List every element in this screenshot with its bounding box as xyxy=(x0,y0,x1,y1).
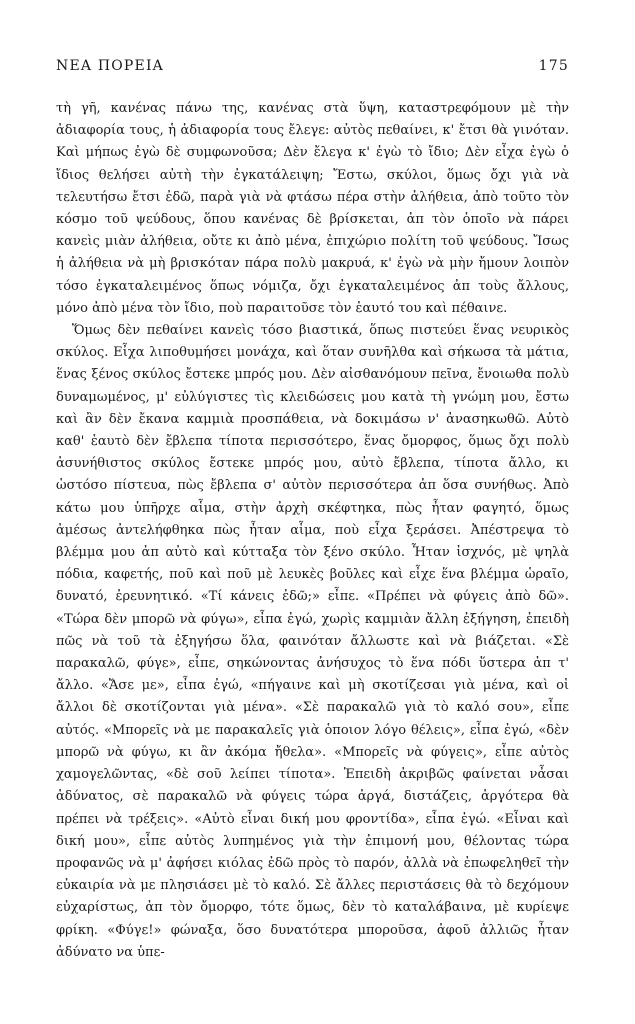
running-title: ΝΕΑ ΠΟΡΕΙΑ xyxy=(56,58,164,74)
paragraph: Ὅμως δὲν πεθαίνει κανεὶς τόσο βιαστικά, ὅπως πιστεύει ἕνας νευρικὸς σκύλος. Εἶχα λιποθυμήσει μονάχα, καὶ ὅταν συνῆλθα καὶ σήκωσα τὰ μάτια, ἕνας ξένος σκύλος ἔστεκε μπρός μου. Δὲν αἰσθανόμουν πεῖνα, ἔνοιωθα πολὺ δυναμωμένος, μ' εὐλύγιστες τὶς κλειδώσεις μου κατὰ τὴ γνώμη μου, ἔστω καὶ ἂν δὲν ἔκανα καμμιὰ προσπάθεια, νὰ δοκιμάσω ν' ἀνασηκωθῶ. Αὐτὸ καθ' ἑαυτὸ δὲν ἔβλεπα τίποτα περισσότερο, ἕνας ὄμορφος, ὅμως ὄχι πολὺ ἀσυνήθιστος σκύλος ἔστεκε μπρός μου, αὐτὸ ἔβλεπα, τίποτα ἄλλο, κι ὡστόσο πίστευα, πὼς ἔβλεπα σ' αὐτὸν περισσότερα ἀπ ὅσα συνήθως. Ἀπὸ κάτω μου ὑπῆρχε αἷμα, στὴν ἀρχὴ σκέφτηκα, πὼς ἦταν φαγητό, ὅμως ἀμέσως ἀντελήφθηκα πὼς ἦταν αἷμα, ποὺ εἶχα ξεράσει. Ἀπέστρεψα τὸ βλέμμα μου ἀπ αὐτὸ καὶ κύτταξα τὸν ξένο σκύλο. Ἦταν ἰσχνός, μὲ ψηλὰ πόδια, καφετής, ποῦ καὶ ποῦ μὲ λευκὲς βοῦλες καὶ εἶχε ἕνα βλέμμα ὡραῖο, δυνατό, ἐρευνητικό. «Τί κάνεις ἐδῶ;» εἶπε. «Πρέπει νὰ φύγεις ἀπὸ δῶ». «Τώρα δὲν μπορῶ νὰ φύγω», εἶπα ἐγώ, χωρὶς καμμιὰν ἄλλη ἐξήγηση, ἐπειδὴ πῶς νὰ τοῦ τὰ ἐξηγήσω ὅλα, φαινόταν ἄλλωστε καὶ νὰ βιάζεται. «Σὲ παρακαλῶ, φύγε», εἶπε, σηκώνοντας ἀνήσυχος τὸ ἕνα πόδι ὕστερα ἀπ τ' ἄλλο. «Ἄσε με», εἶπα ἐγώ, «πήγαινε καὶ μὴ σκοτίζεσαι γιὰ μένα, καὶ οἱ ἄλλοι δὲ σκοτίζονται γιὰ μένα». «Σὲ παρακαλῶ γιὰ τὸ καλό σου», εἶπε αὐτός. «Μπορεῖς νὰ με παρακαλεῖς γιὰ ὁποιον λόγο θέλεις», εἶπα ἐγώ, «δὲν μπορῶ νὰ φύγω, κι ἂν ἀκόμα ἤθελα». «Μπορεῖς νὰ φύγεις», εἶπε αὐτὸς χαμογελῶντας, «δὲ σοῦ λείπει τίποτα». Ἐπειδὴ ἀκριβῶς φαίνεται νἆσαι ἀδύνατος, σὲ παρακαλῶ νὰ φύγεις τώρα ἀργά, διστάζεις, ἀργότερα θὰ πρέπει νὰ τρέξεις». «Αὐτὸ εἶναι δική μου φροντίδα», εἶπα ἐγώ. «Εἶναι καὶ δική μου», εἶπε αὐτὸς λυπημένος γιὰ τὴν ἐπιμονή μου, θέλοντας τώρα προφανῶς νὰ μ' ἀφήσει κιόλας ἐδῶ πρὸς τὸ παρόν, ἀλλὰ νὰ ἐπωφεληθεῖ τὴν εὐκαιρία νὰ με πλησιάσει μὲ τὸ καλό. Σὲ ἄλλες περιστάσεις θὰ τὸ δεχόμουν εὐχαρίστως, ἀπ τὸν ὄμορφο, τότε ὅμως, δὲν τὸ καταλάβαινα, μὲ κυρίεψε φρίκη. «Φύγε!» φώναξα, ὅσο δυνατότερα μποροῦσα, ἀφοῦ ἀλλιῶς ἦταν ἀδύνατο να ὑπε- xyxy=(56,323,569,960)
body-text xyxy=(56,98,569,964)
paragraph: τὴ γῆ, κανένας πάνω της, κανένας στὰ ὕψη, καταστρεφόμουν μὲ τὴν ἀδιαφορία τους, ἡ ἀδιαφορία τους ἔλεγε: αὐτὸς πεθαίνει, κ' ἔτσι θὰ γινόταν. Καὶ μήπως ἐγὼ δὲ συμφωνοῦσα; Δὲν ἔλεγα κ' ἐγὼ τὸ ἴδιο; Δὲν εἶχα ἐγὼ ὁ ἴδιος θελήσει αὐτὴ τὴν ἐγκατάλειψη; Ἔστω, σκύλοι, ὅμως ὄχι γιὰ νὰ τελευτήσω ἔτσι ἐδῶ, παρὰ γιὰ νὰ φτάσω πέρα στὴν ἀλήθεια, ἀπὸ τοῦτο τὸν κόσμο τοῦ ψεύδους, ὅπου κανένας δὲ βρίσκεται, ἀπ τὸν ὁποῖο νὰ πάρει κανεὶς μιὰν ἀλήθεια, οὔτε κι ἀπὸ μένα, ἐπιχώριο πολίτη τοῦ ψεύδους. Ἴσως ἡ ἀλήθεια νὰ μὴ βρισκόταν πάρα πολὺ μακρυά, κ' ἐγὼ νὰ μὴν ἤμουν λοιπὸν τόσο ἐγκαταλειμένος ὅπως νόμιζα, ὄχι ἐγκαταλειμένος ἀπ τοὺς ἄλλους, μόνο ἀπὸ μένα τὸν ἴδιο, ποὺ παραιτοῦσε τὸν ἑαυτό του καὶ πέθαινε. xyxy=(56,101,569,316)
page-number: 175 xyxy=(538,58,569,74)
running-header xyxy=(56,58,569,74)
